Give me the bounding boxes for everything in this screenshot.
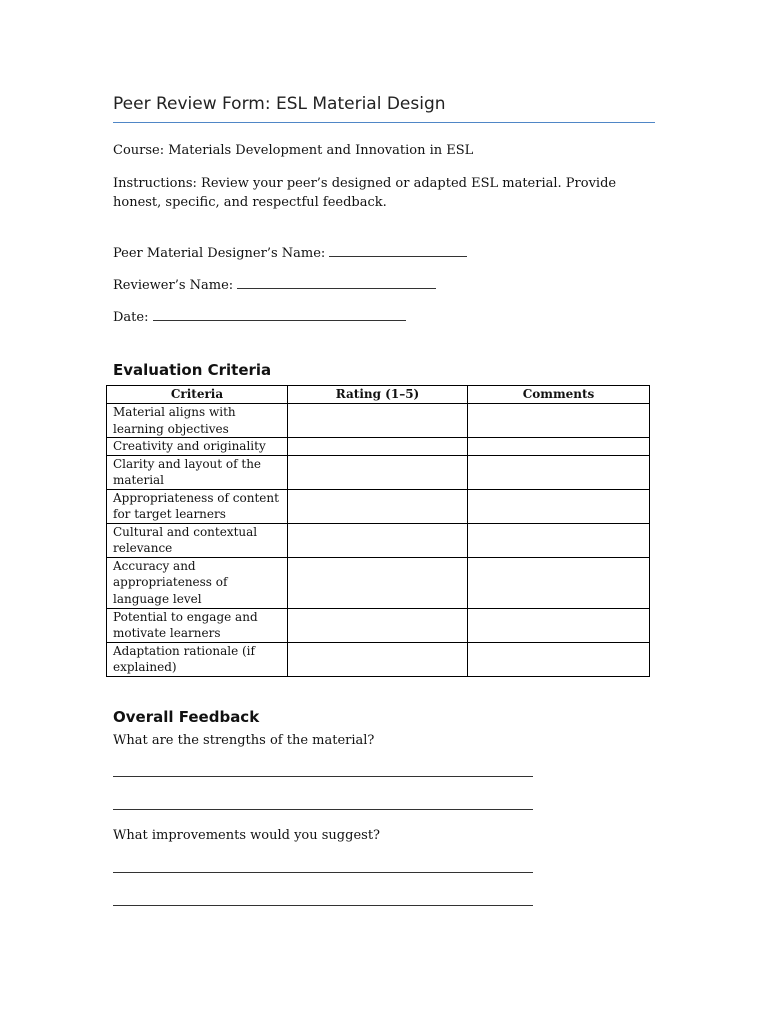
comments-cell[interactable]: [468, 438, 650, 456]
improvements-answer-line-2[interactable]: [113, 905, 533, 906]
evaluation-heading: Evaluation Criteria: [113, 361, 272, 379]
date-field[interactable]: [113, 308, 406, 327]
comments-cell[interactable]: [468, 404, 650, 438]
comments-cell[interactable]: [468, 455, 650, 489]
criteria-cell: Potential to engage and motivate learners: [107, 608, 288, 642]
table-row: [107, 438, 650, 456]
rating-cell[interactable]: [288, 557, 468, 608]
column-header-criteria: Criteria: [107, 386, 288, 404]
designer-name-label: Peer Material Designer’s Name:: [113, 246, 326, 261]
comments-cell[interactable]: [468, 557, 650, 608]
rating-cell[interactable]: [288, 438, 468, 456]
designer-name-field[interactable]: [113, 244, 467, 263]
instructions-paragraph: Instructions: Review your peer’s designed or adapted ESL material. Provide honest, specific, and respectful feedback.: [113, 176, 617, 210]
designer-name-blank[interactable]: [329, 246, 467, 257]
table-row: [107, 489, 650, 523]
table-row: [107, 455, 650, 489]
criteria-cell: Clarity and layout of the material: [107, 455, 288, 489]
comments-cell[interactable]: [468, 608, 650, 642]
reviewer-name-label: Reviewer’s Name:: [113, 278, 234, 293]
improvements-question: What improvements would you suggest?: [113, 828, 381, 843]
date-blank[interactable]: [153, 310, 406, 321]
rating-cell[interactable]: [288, 489, 468, 523]
criteria-cell: Cultural and contextual relevance: [107, 523, 288, 557]
rating-cell[interactable]: [288, 642, 468, 676]
rating-cell[interactable]: [288, 404, 468, 438]
page-title: Peer Review Form: ESL Material Design: [113, 94, 446, 114]
reviewer-name-field[interactable]: [113, 276, 436, 295]
criteria-cell: Accuracy and appropriateness of language level: [107, 557, 288, 608]
comments-cell[interactable]: [468, 523, 650, 557]
strengths-answer-line-2[interactable]: [113, 809, 533, 810]
column-header-rating: Rating (1–5): [288, 386, 468, 404]
rating-cell[interactable]: [288, 608, 468, 642]
criteria-cell: Creativity and originality: [107, 438, 288, 456]
table-row: [107, 404, 650, 438]
rating-cell[interactable]: [288, 523, 468, 557]
date-label: Date:: [113, 310, 149, 325]
title-underline: [113, 122, 655, 123]
table-row: [107, 523, 650, 557]
improvements-answer-line-1[interactable]: [113, 872, 533, 873]
strengths-question: What are the strengths of the material?: [113, 733, 375, 748]
table-row: [107, 642, 650, 676]
criteria-cell: Adaptation rationale (if explained): [107, 642, 288, 676]
rating-cell[interactable]: [288, 455, 468, 489]
criteria-cell: Material aligns with learning objectives: [107, 404, 288, 438]
evaluation-table: [106, 385, 650, 677]
table-header-row: [107, 386, 650, 404]
feedback-heading: Overall Feedback: [113, 708, 260, 726]
reviewer-name-blank[interactable]: [237, 278, 436, 289]
strengths-answer-line-1[interactable]: [113, 776, 533, 777]
comments-cell[interactable]: [468, 642, 650, 676]
column-header-comments: Comments: [468, 386, 650, 404]
comments-cell[interactable]: [468, 489, 650, 523]
table-row: [107, 557, 650, 608]
course-line: Course: Materials Development and Innovation in ESL: [113, 143, 474, 158]
table-row: [107, 608, 650, 642]
criteria-cell: Appropriateness of content for target learners: [107, 489, 288, 523]
